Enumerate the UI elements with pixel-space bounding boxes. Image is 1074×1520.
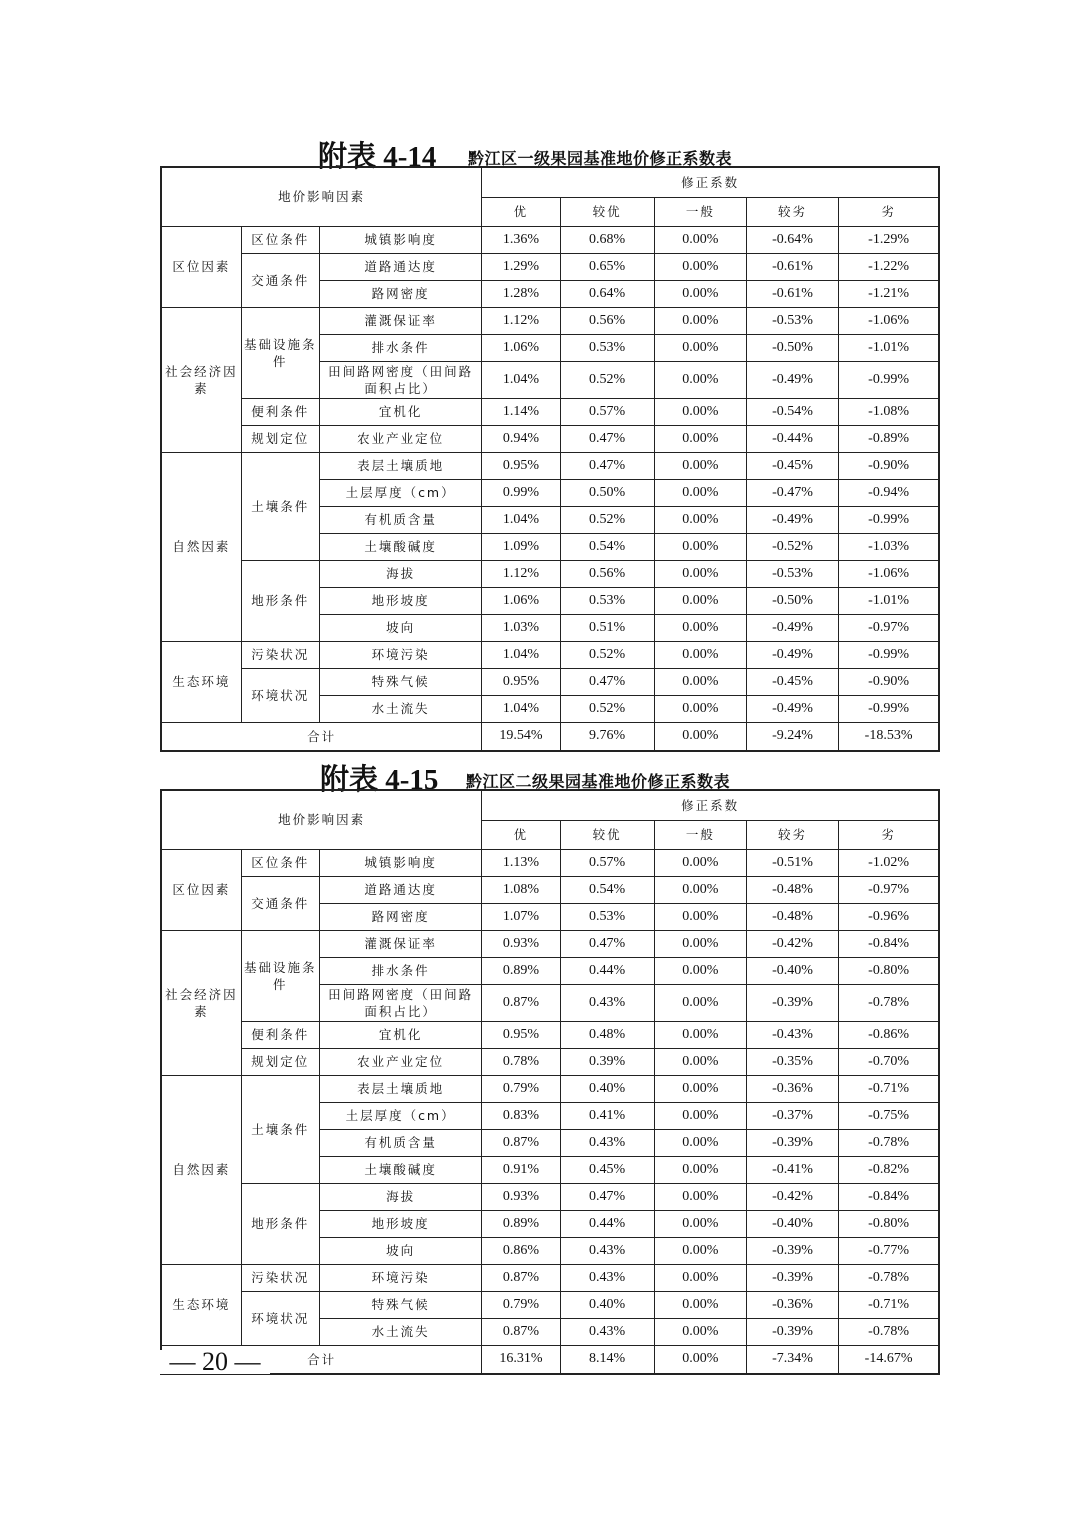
factor-group-cell: 区位因素 <box>161 226 241 307</box>
coefficient-cell: 1.04% <box>482 361 560 398</box>
coefficient-cell: 0.00% <box>654 587 746 614</box>
level-header: 较优 <box>560 197 654 226</box>
coefficient-cell: 0.87% <box>482 984 560 1021</box>
factor-cell: 有机质含量 <box>319 506 481 533</box>
table-row <box>161 930 939 957</box>
coefficient-cell: -0.45% <box>746 668 838 695</box>
coefficient-cell: -0.99% <box>839 695 939 722</box>
coefficient-cell: 0.57% <box>560 849 654 876</box>
coefficient-cell: 1.03% <box>482 614 560 641</box>
total-cell: 8.14% <box>560 1345 654 1374</box>
coefficient-cell: -1.21% <box>839 280 939 307</box>
table-row <box>161 849 939 876</box>
coefficient-cell: -0.40% <box>746 1210 838 1237</box>
coefficient-cell: -0.96% <box>839 903 939 930</box>
factor-cell: 田间路网密度（田间路面积占比） <box>319 361 481 398</box>
total-cell: 19.54% <box>482 722 560 751</box>
coefficient-cell: 1.09% <box>482 533 560 560</box>
factor-cell: 土层厚度（cm） <box>319 479 481 506</box>
factor-subgroup-cell: 污染状况 <box>241 1264 319 1291</box>
total-row <box>161 1345 939 1374</box>
coefficient-cell: -0.77% <box>839 1237 939 1264</box>
coefficient-cell: 1.08% <box>482 876 560 903</box>
coefficient-cell: -0.40% <box>746 957 838 984</box>
total-label: 合计 <box>161 1345 482 1374</box>
coefficient-cell: 0.57% <box>560 398 654 425</box>
factor-subgroup-cell: 便利条件 <box>241 1021 319 1048</box>
factor-cell: 有机质含量 <box>319 1129 481 1156</box>
coefficient-cell: 0.95% <box>482 452 560 479</box>
factor-cell: 海拔 <box>319 1183 481 1210</box>
coefficient-cell: 0.83% <box>482 1102 560 1129</box>
factor-cell: 道路通达度 <box>319 253 481 280</box>
coefficient-cell: 0.00% <box>654 957 746 984</box>
coefficient-cell: 0.68% <box>560 226 654 253</box>
factor-cell: 灌溉保证率 <box>319 930 481 957</box>
factor-group-cell: 自然因素 <box>161 452 241 641</box>
table-title: 黔江区二级果园基准地价修正系数表 <box>466 772 731 791</box>
coefficient-cell: 0.00% <box>654 984 746 1021</box>
coefficient-cell: 0.00% <box>654 1075 746 1102</box>
table-row <box>161 1075 939 1102</box>
factor-cell: 宜机化 <box>319 398 481 425</box>
coefficient-cell: -0.61% <box>746 280 838 307</box>
coefficient-cell: -0.39% <box>746 1237 838 1264</box>
factor-cell: 地形坡度 <box>319 587 481 614</box>
coefficient-cell: 0.86% <box>482 1237 560 1264</box>
coefficient-cell: -0.82% <box>839 1156 939 1183</box>
correction-table-1 <box>160 166 940 752</box>
coefficient-cell: -0.53% <box>746 560 838 587</box>
coefficient-cell: 0.40% <box>560 1075 654 1102</box>
coefficient-cell: 0.00% <box>654 280 746 307</box>
level-header: 劣 <box>839 197 939 226</box>
coefficient-cell: -0.37% <box>746 1102 838 1129</box>
coefficient-cell: 0.00% <box>654 849 746 876</box>
table-row <box>161 1021 939 1048</box>
total-cell: -18.53% <box>839 722 939 751</box>
coefficient-cell: 0.00% <box>654 1021 746 1048</box>
coefficient-cell: 0.65% <box>560 253 654 280</box>
coefficient-cell: -1.03% <box>839 533 939 560</box>
coefficient-cell: -0.97% <box>839 876 939 903</box>
coefficient-cell: -0.80% <box>839 957 939 984</box>
factor-subgroup-cell: 交通条件 <box>241 876 319 930</box>
coefficient-cell: 0.87% <box>482 1264 560 1291</box>
total-cell: 0.00% <box>654 722 746 751</box>
factor-header: 地价影响因素 <box>161 167 482 226</box>
factor-cell: 农业产业定位 <box>319 425 481 452</box>
header-row <box>161 167 939 197</box>
coefficient-cell: -0.36% <box>746 1291 838 1318</box>
factor-subgroup-cell: 环境状况 <box>241 668 319 722</box>
coefficient-cell: 1.06% <box>482 587 560 614</box>
correction-table-2 <box>160 789 940 1375</box>
factor-subgroup-cell: 地形条件 <box>241 1183 319 1264</box>
coefficient-cell: 0.47% <box>560 1183 654 1210</box>
coefficient-cell: 0.53% <box>560 334 654 361</box>
coefficient-cell: 1.06% <box>482 334 560 361</box>
level-header: 优 <box>482 820 560 849</box>
level-header: 较优 <box>560 820 654 849</box>
factor-subgroup-cell: 基础设施条件 <box>241 307 319 398</box>
factor-cell: 路网密度 <box>319 903 481 930</box>
coefficient-cell: 0.53% <box>560 587 654 614</box>
factor-header: 地价影响因素 <box>161 790 482 849</box>
coefficient-cell: -0.80% <box>839 1210 939 1237</box>
coefficient-cell: -0.49% <box>746 361 838 398</box>
table-row <box>161 425 939 452</box>
level-header: 较劣 <box>746 820 838 849</box>
coefficient-cell: -0.48% <box>746 876 838 903</box>
coefficient-cell: -0.35% <box>746 1048 838 1075</box>
coefficient-cell: -0.39% <box>746 1129 838 1156</box>
coefficient-cell: 0.00% <box>654 668 746 695</box>
factor-cell: 坡向 <box>319 614 481 641</box>
coefficient-cell: 0.43% <box>560 984 654 1021</box>
coefficient-cell: 0.78% <box>482 1048 560 1075</box>
level-header: 优 <box>482 197 560 226</box>
coefficient-cell: 0.47% <box>560 452 654 479</box>
coefficient-cell: -0.99% <box>839 641 939 668</box>
coefficient-cell: -1.01% <box>839 334 939 361</box>
total-cell: 0.00% <box>654 1345 746 1374</box>
factor-cell: 城镇影响度 <box>319 849 481 876</box>
coefficient-cell: 0.00% <box>654 930 746 957</box>
coefficient-cell: 0.00% <box>654 307 746 334</box>
coefficient-cell: -0.49% <box>746 695 838 722</box>
coefficient-cell: -0.52% <box>746 533 838 560</box>
coefficient-cell: -0.41% <box>746 1156 838 1183</box>
coefficient-cell: 0.00% <box>654 903 746 930</box>
coefficient-cell: 0.89% <box>482 1210 560 1237</box>
coefficient-cell: -0.43% <box>746 1021 838 1048</box>
factor-cell: 排水条件 <box>319 334 481 361</box>
coefficient-cell: -0.61% <box>746 253 838 280</box>
coefficient-cell: 0.00% <box>654 398 746 425</box>
coefficient-cell: -0.48% <box>746 903 838 930</box>
factor-cell: 环境污染 <box>319 1264 481 1291</box>
coefficient-cell: 0.79% <box>482 1291 560 1318</box>
coefficient-cell: 1.13% <box>482 849 560 876</box>
coefficient-cell: 0.52% <box>560 641 654 668</box>
total-cell: 9.76% <box>560 722 654 751</box>
coefficient-cell: 0.00% <box>654 1237 746 1264</box>
coefficient-cell: 1.12% <box>482 307 560 334</box>
coefficient-cell: -1.01% <box>839 587 939 614</box>
coefficient-cell: -0.78% <box>839 1129 939 1156</box>
coefficient-cell: -0.49% <box>746 614 838 641</box>
total-cell: -9.24% <box>746 722 838 751</box>
coefficient-cell: 0.53% <box>560 903 654 930</box>
table-row <box>161 1291 939 1318</box>
table-row <box>161 226 939 253</box>
coefficient-cell: 1.04% <box>482 641 560 668</box>
table-row <box>161 668 939 695</box>
coefficient-cell: -1.29% <box>839 226 939 253</box>
coefficient-cell: 0.99% <box>482 479 560 506</box>
coefficient-cell: 0.00% <box>654 506 746 533</box>
coefficient-cell: -0.53% <box>746 307 838 334</box>
factor-subgroup-cell: 环境状况 <box>241 1291 319 1345</box>
coefficient-cell: -0.64% <box>746 226 838 253</box>
coefficient-cell: -0.90% <box>839 668 939 695</box>
coefficient-cell: -0.50% <box>746 334 838 361</box>
coefficient-cell: 0.00% <box>654 1183 746 1210</box>
coefficient-cell: 0.52% <box>560 695 654 722</box>
coefficient-cell: -0.42% <box>746 930 838 957</box>
header-row <box>161 790 939 820</box>
factor-group-cell: 自然因素 <box>161 1075 241 1264</box>
factor-subgroup-cell: 区位条件 <box>241 849 319 876</box>
coefficient-cell: 0.00% <box>654 425 746 452</box>
coefficient-cell: -0.78% <box>839 1318 939 1345</box>
coefficient-cell: -0.94% <box>839 479 939 506</box>
coefficient-cell: -0.49% <box>746 506 838 533</box>
table-row <box>161 398 939 425</box>
coefficient-cell: 1.14% <box>482 398 560 425</box>
coefficient-cell: 0.79% <box>482 1075 560 1102</box>
coefficient-cell: 0.00% <box>654 641 746 668</box>
factor-group-cell: 社会经济因素 <box>161 307 241 452</box>
coefficient-cell: 0.47% <box>560 930 654 957</box>
level-header: 劣 <box>839 820 939 849</box>
coefficient-cell: 1.28% <box>482 280 560 307</box>
coefficient-cell: 0.00% <box>654 614 746 641</box>
coefficient-cell: 0.00% <box>654 533 746 560</box>
coefficient-cell: 0.56% <box>560 307 654 334</box>
factor-cell: 宜机化 <box>319 1021 481 1048</box>
coefficient-cell: 0.00% <box>654 1048 746 1075</box>
table-row <box>161 307 939 334</box>
coefficient-cell: 0.43% <box>560 1318 654 1345</box>
coefficient-cell: -1.22% <box>839 253 939 280</box>
total-cell: -14.67% <box>839 1345 939 1374</box>
coefficient-cell: -0.84% <box>839 1183 939 1210</box>
coefficient-cell: -0.99% <box>839 361 939 398</box>
level-header: 一般 <box>654 820 746 849</box>
factor-group-cell: 生态环境 <box>161 641 241 722</box>
coefficient-cell: -1.06% <box>839 560 939 587</box>
total-cell: -7.34% <box>746 1345 838 1374</box>
coefficient-cell: 1.36% <box>482 226 560 253</box>
coefficient-cell: -0.70% <box>839 1048 939 1075</box>
coefficient-cell: 0.00% <box>654 1129 746 1156</box>
table-row <box>161 641 939 668</box>
table-caption-1 <box>160 134 940 173</box>
coefficient-cell: 0.43% <box>560 1129 654 1156</box>
table-row <box>161 452 939 479</box>
total-cell: 16.31% <box>482 1345 560 1374</box>
coefficient-cell: 0.64% <box>560 280 654 307</box>
coefficient-cell: 0.89% <box>482 957 560 984</box>
factor-cell: 水土流失 <box>319 695 481 722</box>
factor-cell: 土壤酸碱度 <box>319 1156 481 1183</box>
table-row <box>161 876 939 903</box>
factor-cell: 排水条件 <box>319 957 481 984</box>
factor-cell: 特殊气候 <box>319 1291 481 1318</box>
coefficient-cell: 0.47% <box>560 425 654 452</box>
coefficient-cell: 0.95% <box>482 1021 560 1048</box>
coefficient-cell: 0.48% <box>560 1021 654 1048</box>
table-caption-2 <box>160 757 940 796</box>
coefficient-cell: 0.00% <box>654 479 746 506</box>
coefficient-cell: -0.78% <box>839 1264 939 1291</box>
factor-subgroup-cell: 规划定位 <box>241 1048 319 1075</box>
coefficient-cell: 0.50% <box>560 479 654 506</box>
coefficient-cell: 0.45% <box>560 1156 654 1183</box>
coefficient-cell: 0.00% <box>654 1210 746 1237</box>
coefficient-cell: -0.99% <box>839 506 939 533</box>
table-label: 附表 4-14 <box>318 141 437 173</box>
coefficient-cell: 0.00% <box>654 560 746 587</box>
total-label: 合计 <box>161 722 482 751</box>
factor-group-cell: 区位因素 <box>161 849 241 930</box>
coefficient-cell: 0.56% <box>560 560 654 587</box>
table-label: 附表 4-15 <box>320 764 439 796</box>
coefficient-cell: -0.51% <box>746 849 838 876</box>
coefficient-cell: 0.93% <box>482 1183 560 1210</box>
coefficient-cell: 0.51% <box>560 614 654 641</box>
coefficient-cell: 0.00% <box>654 452 746 479</box>
coefficient-cell: 0.44% <box>560 1210 654 1237</box>
level-header: 较劣 <box>746 197 838 226</box>
coefficient-cell: 0.00% <box>654 361 746 398</box>
level-header: 一般 <box>654 197 746 226</box>
factor-cell: 表层土壤质地 <box>319 452 481 479</box>
coefficient-header: 修正系数 <box>482 167 939 197</box>
factor-group-cell: 生态环境 <box>161 1264 241 1345</box>
coefficient-cell: -0.90% <box>839 452 939 479</box>
factor-subgroup-cell: 土壤条件 <box>241 1075 319 1183</box>
coefficient-cell: 0.87% <box>482 1129 560 1156</box>
coefficient-cell: 0.00% <box>654 253 746 280</box>
factor-cell: 土壤酸碱度 <box>319 533 481 560</box>
coefficient-cell: 0.40% <box>560 1291 654 1318</box>
factor-cell: 道路通达度 <box>319 876 481 903</box>
factor-subgroup-cell: 规划定位 <box>241 425 319 452</box>
factor-cell: 环境污染 <box>319 641 481 668</box>
coefficient-cell: -0.75% <box>839 1102 939 1129</box>
factor-subgroup-cell: 污染状况 <box>241 641 319 668</box>
coefficient-cell: 0.00% <box>654 226 746 253</box>
coefficient-cell: 0.00% <box>654 1291 746 1318</box>
coefficient-cell: -0.50% <box>746 587 838 614</box>
factor-cell: 路网密度 <box>319 280 481 307</box>
factor-subgroup-cell: 基础设施条件 <box>241 930 319 1021</box>
coefficient-cell: 1.29% <box>482 253 560 280</box>
coefficient-cell: 0.00% <box>654 334 746 361</box>
coefficient-cell: 0.00% <box>654 1264 746 1291</box>
coefficient-cell: -1.02% <box>839 849 939 876</box>
coefficient-cell: 0.54% <box>560 533 654 560</box>
coefficient-cell: 0.44% <box>560 957 654 984</box>
table-row <box>161 560 939 587</box>
coefficient-cell: 0.91% <box>482 1156 560 1183</box>
coefficient-cell: -0.45% <box>746 452 838 479</box>
factor-cell: 水土流失 <box>319 1318 481 1345</box>
coefficient-cell: -0.44% <box>746 425 838 452</box>
coefficient-cell: -0.84% <box>839 930 939 957</box>
coefficient-cell: -0.71% <box>839 1291 939 1318</box>
factor-cell: 城镇影响度 <box>319 226 481 253</box>
table-row <box>161 253 939 280</box>
factor-cell: 灌溉保证率 <box>319 307 481 334</box>
factor-subgroup-cell: 区位条件 <box>241 226 319 253</box>
coefficient-cell: 0.41% <box>560 1102 654 1129</box>
coefficient-cell: -0.89% <box>839 425 939 452</box>
table-row <box>161 1264 939 1291</box>
coefficient-cell: -0.49% <box>746 641 838 668</box>
coefficient-cell: 0.43% <box>560 1264 654 1291</box>
coefficient-cell: -0.97% <box>839 614 939 641</box>
coefficient-cell: -0.47% <box>746 479 838 506</box>
factor-cell: 地形坡度 <box>319 1210 481 1237</box>
factor-cell: 农业产业定位 <box>319 1048 481 1075</box>
coefficient-cell: 1.12% <box>482 560 560 587</box>
coefficient-cell: 0.47% <box>560 668 654 695</box>
factor-subgroup-cell: 交通条件 <box>241 253 319 307</box>
factor-cell: 表层土壤质地 <box>319 1075 481 1102</box>
coefficient-cell: 1.04% <box>482 506 560 533</box>
coefficient-cell: 0.54% <box>560 876 654 903</box>
factor-subgroup-cell: 土壤条件 <box>241 452 319 560</box>
coefficient-cell: 0.52% <box>560 361 654 398</box>
coefficient-cell: 0.00% <box>654 876 746 903</box>
coefficient-cell: -0.36% <box>746 1075 838 1102</box>
coefficient-cell: -1.08% <box>839 398 939 425</box>
table-title: 黔江区一级果园基准地价修正系数表 <box>468 149 733 168</box>
coefficient-cell: 0.00% <box>654 1156 746 1183</box>
coefficient-cell: -0.78% <box>839 984 939 1021</box>
factor-cell: 坡向 <box>319 1237 481 1264</box>
table-row <box>161 1048 939 1075</box>
coefficient-cell: 0.95% <box>482 668 560 695</box>
coefficient-cell: -1.06% <box>839 307 939 334</box>
coefficient-header: 修正系数 <box>482 790 939 820</box>
coefficient-cell: 0.43% <box>560 1237 654 1264</box>
table-row <box>161 1183 939 1210</box>
coefficient-cell: -0.71% <box>839 1075 939 1102</box>
coefficient-cell: -0.39% <box>746 1264 838 1291</box>
coefficient-cell: -0.54% <box>746 398 838 425</box>
coefficient-cell: 0.87% <box>482 1318 560 1345</box>
factor-subgroup-cell: 地形条件 <box>241 560 319 641</box>
page-number: — 20 — <box>160 1350 270 1374</box>
coefficient-cell: -0.86% <box>839 1021 939 1048</box>
factor-group-cell: 社会经济因素 <box>161 930 241 1075</box>
coefficient-cell: 0.00% <box>654 1318 746 1345</box>
coefficient-cell: 0.94% <box>482 425 560 452</box>
factor-cell: 土层厚度（cm） <box>319 1102 481 1129</box>
coefficient-cell: -0.42% <box>746 1183 838 1210</box>
factor-cell: 特殊气候 <box>319 668 481 695</box>
coefficient-cell: 1.04% <box>482 695 560 722</box>
coefficient-cell: -0.39% <box>746 984 838 1021</box>
factor-cell: 海拔 <box>319 560 481 587</box>
coefficient-cell: 0.52% <box>560 506 654 533</box>
coefficient-cell: 1.07% <box>482 903 560 930</box>
coefficient-cell: 0.39% <box>560 1048 654 1075</box>
total-row <box>161 722 939 751</box>
coefficient-cell: 0.93% <box>482 930 560 957</box>
factor-cell: 田间路网密度（田间路面积占比） <box>319 984 481 1021</box>
factor-subgroup-cell: 便利条件 <box>241 398 319 425</box>
coefficient-cell: -0.39% <box>746 1318 838 1345</box>
coefficient-cell: 0.00% <box>654 1102 746 1129</box>
coefficient-cell: 0.00% <box>654 695 746 722</box>
